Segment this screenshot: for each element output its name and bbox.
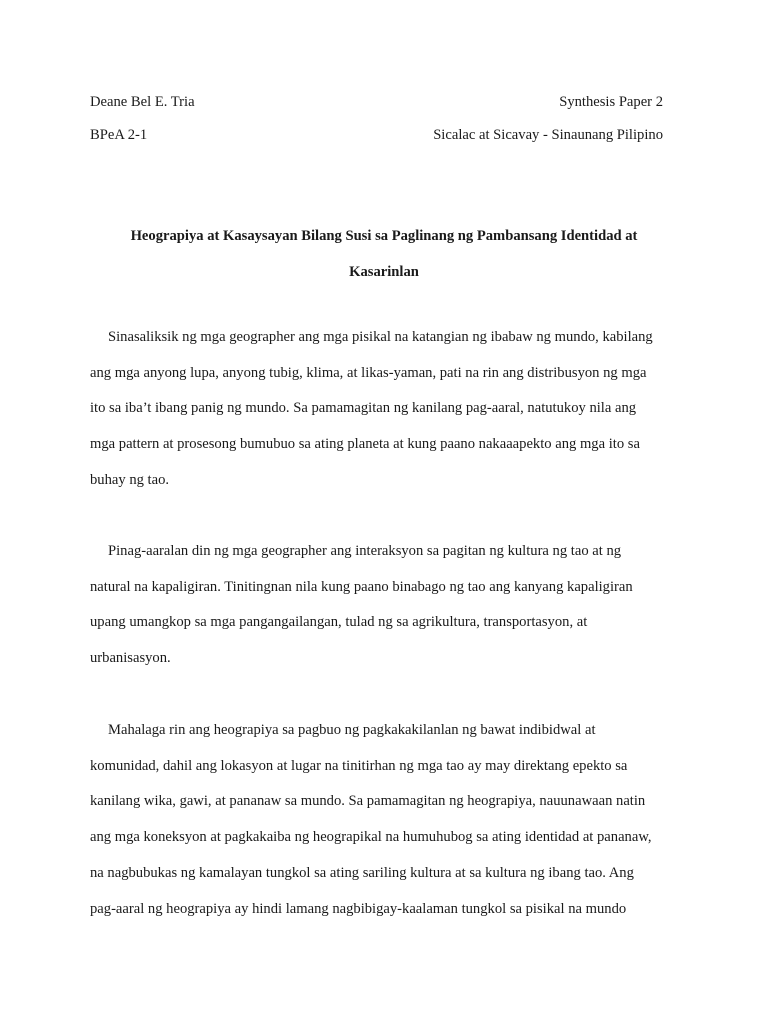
paragraph-line: buhay ng tao. bbox=[90, 471, 170, 488]
header-row-2 bbox=[90, 125, 663, 145]
paragraph-line: ang mga koneksyon at pagkakaiba ng heograpikal na humuhubog sa ating identidad at pananaw, bbox=[90, 829, 652, 846]
paragraph-line: pag-aaral ng heograpiya ay hindi lamang nagbibigay-kaalaman tungkol sa pisikal na mundo bbox=[90, 900, 627, 917]
paragraph-line: ang mga anyong lupa, anyong tubig, klima, at likas-yaman, pati na rin ang distribusyon ng mga bbox=[90, 364, 647, 381]
paragraph-1 bbox=[90, 320, 680, 499]
paragraph-line: urbanisasyon. bbox=[90, 650, 171, 667]
paragraph-line: ito sa iba’t ibang panig ng mundo. Sa pamamagitan ng kanilang pag-aaral, natutukoy nila ang bbox=[90, 400, 637, 417]
paragraph-2 bbox=[90, 534, 680, 677]
document-title bbox=[90, 219, 678, 290]
paragraph-line: Mahalaga rin ang heograpiya sa pagbuo ng pagkakakilanlan ng bawat indibidwal at bbox=[108, 722, 596, 738]
paragraph-line: Sinasaliksik ng mga geographer ang mga pisikal na katangian ng ibabaw ng mundo, kabilang bbox=[108, 329, 653, 345]
author-name: Deane Bel E. Tria bbox=[90, 94, 195, 110]
title-line-1: Heograpiya at Kasaysayan Bilang Susi sa Paglinang ng Pambansang Identidad at bbox=[130, 228, 638, 244]
paragraph-line: kanilang wika, gawi, at pananaw sa mundo. Sa pamamagitan ng heograpiya, nauunawaan natin bbox=[90, 793, 646, 810]
paragraph-3 bbox=[90, 713, 680, 927]
paragraph-line: natural na kapaligiran. Tinitingnan nila kung paano binabago ng tao ang kanyang kapaligiran bbox=[90, 578, 633, 595]
title-line-2: Kasarinlan bbox=[349, 263, 419, 280]
document-type: Synthesis Paper 2 bbox=[559, 94, 663, 110]
section-label: BPeA 2-1 bbox=[90, 127, 148, 143]
paragraph-line: upang umangkop sa mga pangangailangan, tulad ng sa agrikultura, transportasyon, at bbox=[90, 614, 588, 631]
paragraph-line: Pinag-aaralan din ng mga geographer ang interaksyon sa pagitan ng kultura ng tao at ng bbox=[108, 543, 622, 559]
header-row-1 bbox=[90, 92, 663, 112]
course-title: Sicalac at Sicavay - Sinaunang Pilipino bbox=[433, 127, 663, 143]
paragraph-line: na nagbubukas ng kamalayan tungkol sa ating sariling kultura at sa kultura ng ibang tao. Ang bbox=[90, 864, 634, 881]
paragraph-line: komunidad, dahil ang lokasyon at lugar na tinitirhan ng mga tao ay may direktang epekto sa bbox=[90, 757, 628, 774]
paragraph-line: mga pattern at prosesong bumubuo sa ating planeta at kung paano nakaaapekto ang mga ito sa bbox=[90, 436, 640, 453]
